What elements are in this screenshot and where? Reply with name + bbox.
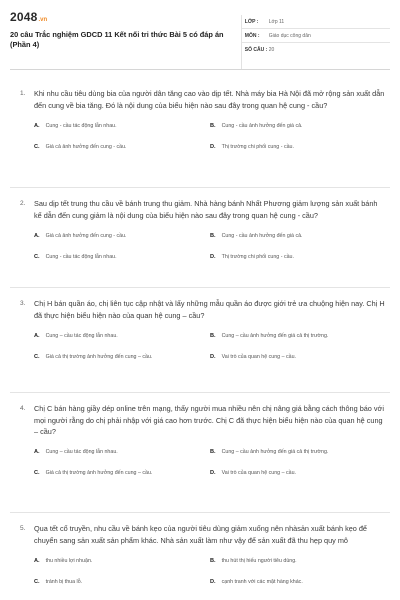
answer-option-a[interactable]: [34, 550, 210, 571]
option-letter: C.: [34, 143, 40, 150]
answer-option-c[interactable]: [34, 136, 210, 157]
option-text: cạnh tranh với các mặt hàng khác.: [221, 578, 303, 585]
option-text: tránh bị thua lỗ.: [45, 578, 83, 585]
option-text: Vai trò của quan hệ cung – cầu.: [221, 353, 296, 360]
meta-row-class: [242, 15, 390, 29]
question-body: [34, 523, 386, 600]
answer-option-d[interactable]: [210, 136, 386, 157]
option-letter: D.: [210, 353, 216, 360]
option-letter: C.: [34, 253, 40, 260]
option-letter: B.: [210, 122, 216, 129]
option-letter: C.: [34, 353, 40, 360]
option-letter: D.: [210, 253, 216, 260]
option-letter: D.: [210, 143, 216, 150]
question-text: Chị H bán quần áo, chị liên tục cập nhật và lấy những mẫu quần áo được giới trẻ ưa chuộng hiện nay. Chị H đã thực hiện biểu hiện nào của quan hệ cung – cầu?: [34, 299, 385, 320]
question-list: [10, 78, 390, 600]
answer-options: [34, 225, 386, 267]
question-item: [10, 393, 390, 513]
answer-option-c[interactable]: [34, 463, 210, 484]
option-letter: A.: [34, 557, 40, 564]
option-text: Cung - cầu tác động lẫn nhau.: [45, 122, 117, 129]
option-text: Giá cả thị trường ảnh hưởng đến cung – cầu.: [45, 470, 153, 476]
option-text: Cung – cầu tác động lẫn nhau.: [45, 449, 118, 455]
question-item: [10, 288, 390, 393]
answer-option-b[interactable]: [210, 115, 386, 136]
answer-option-c[interactable]: [34, 571, 210, 592]
option-letter: A.: [34, 122, 40, 129]
answer-option-c[interactable]: [34, 246, 210, 267]
answer-option-a[interactable]: [34, 442, 210, 463]
option-text: Thị trường chi phối cung - cầu.: [221, 253, 294, 260]
option-letter: B.: [210, 232, 216, 239]
logo-sub-text: .vn: [38, 17, 48, 23]
answer-option-b[interactable]: [210, 550, 386, 571]
logo-main-text: 2048: [10, 10, 38, 24]
question-number: 1.: [20, 90, 26, 97]
question-number: 2.: [20, 200, 26, 207]
answer-options: [34, 115, 386, 157]
option-text: Giá cả thị trường ảnh hưởng đến cung – cầu.: [45, 353, 153, 360]
option-letter: B.: [210, 332, 216, 339]
document-title: 20 câu Trắc nghiệm GDCD 11 Kết nối tri thức Bài 5 có đáp án (Phần 4): [10, 30, 224, 49]
question-text: Qua tết cổ truyền, nhu cầu về bánh kẹo của người tiêu dùng giảm xuống nên nhàsản xuất bánh kẹo để chuyển sang sản xuất sản phẩm khác. Nhà sản xuất làm như vậy để sản xuất đã thu hẹp quy mô: [34, 524, 367, 545]
question-text: Sau dịp tết trung thu cầu về bánh trung thu giảm. Nhà hàng bánh Nhất Phương giảm lượng sản xuất bánh kể dẫn đến cung giảm là nội dung của biểu hiện nào sau đây trong quan hệ cung - cầu?: [34, 199, 378, 220]
option-letter: C.: [34, 470, 40, 476]
option-text: Giá cả ảnh hưởng đến cung - cầu.: [45, 143, 127, 150]
question-body: [34, 298, 386, 392]
header-left: [10, 8, 241, 69]
answer-option-d[interactable]: [210, 346, 386, 367]
answer-options: [34, 550, 386, 592]
answer-option-d[interactable]: [210, 246, 386, 267]
option-letter: C.: [34, 578, 40, 585]
question-number: 4.: [20, 405, 26, 412]
question-item: [10, 78, 390, 188]
answer-option-d[interactable]: [210, 463, 386, 484]
answer-option-b[interactable]: [210, 325, 386, 346]
meta-label: SỐ CÂU :: [244, 47, 268, 53]
answer-options: [34, 325, 386, 367]
question-item: [10, 188, 390, 288]
question-number: 5.: [20, 525, 26, 532]
option-letter: A.: [34, 449, 40, 455]
option-text: Thị trường chi phối cung - cầu.: [221, 143, 294, 150]
question-number: 3.: [20, 300, 26, 307]
meta-label: MÔN :: [244, 32, 260, 39]
meta-label: LỚP :: [244, 18, 259, 25]
meta-value: 20: [268, 47, 275, 53]
question-body: [34, 88, 386, 187]
option-text: Cung - cầu tác động lẫn nhau.: [45, 253, 117, 260]
meta-row-count: [242, 43, 390, 57]
site-logo[interactable]: [10, 10, 241, 24]
header: [10, 8, 390, 70]
question-text: Khi nhu cầu tiêu dùng bia của người dân tăng cao vào dịp tết. Nhà máy bia Hà Nội đã mở rộng sản xuất dẫn đến cung về bia tăng. Đó là nội dung của biểu hiện nào sau đây trong quan hệ cung - cầu?: [34, 89, 385, 110]
meta-value: Giáo dục công dân: [268, 32, 311, 39]
meta-row-subject: [242, 29, 390, 43]
option-text: Cung - cầu ảnh hưởng đến giá cả.: [221, 122, 303, 129]
option-letter: A.: [34, 232, 40, 239]
option-text: Vai trò của quan hệ cung – cầu.: [221, 470, 296, 476]
option-letter: D.: [210, 470, 216, 476]
option-text: Cung - cầu ảnh hưởng đến giá cả.: [221, 232, 303, 239]
option-letter: A.: [34, 332, 40, 339]
option-text: Cung – cầu tác động lẫn nhau.: [45, 332, 118, 339]
answer-option-b[interactable]: [210, 225, 386, 246]
option-letter: B.: [210, 449, 216, 455]
answer-option-a[interactable]: [34, 115, 210, 136]
question-body: [34, 198, 386, 287]
question-body: [34, 403, 386, 512]
option-text: thu nhiều lợi nhuận.: [45, 557, 93, 564]
option-text: thu hút thị hiếu người tiêu dùng.: [221, 557, 297, 564]
question-item: [10, 513, 390, 600]
question-text: Chị C bán hàng giầy dép online trên mạng, thấy người mua nhiều nên chị nâng giá bằng cách thông báo với mọi người rằng do chị phải nhập với giá cao hơn trước. Chị C đã thực hiện biểu hiện nào của quan hệ cung – cầu?: [34, 404, 384, 436]
answer-option-a[interactable]: [34, 225, 210, 246]
meta-table: [241, 15, 390, 69]
meta-value: Lớp 11: [268, 18, 285, 25]
answer-options: [34, 442, 386, 484]
answer-option-b[interactable]: [210, 442, 386, 463]
option-letter: B.: [210, 557, 216, 564]
option-text: Cung – cầu ảnh hưởng đến giá cả thị trường.: [221, 332, 329, 339]
option-letter: D.: [210, 578, 216, 585]
answer-option-c[interactable]: [34, 346, 210, 367]
option-text: Cung – cầu ảnh hưởng đến giá cả thị trường.: [221, 449, 329, 455]
answer-option-a[interactable]: [34, 325, 210, 346]
answer-option-d[interactable]: [210, 571, 386, 592]
option-text: Giá cả ảnh hưởng đến cung - cầu.: [45, 232, 127, 239]
